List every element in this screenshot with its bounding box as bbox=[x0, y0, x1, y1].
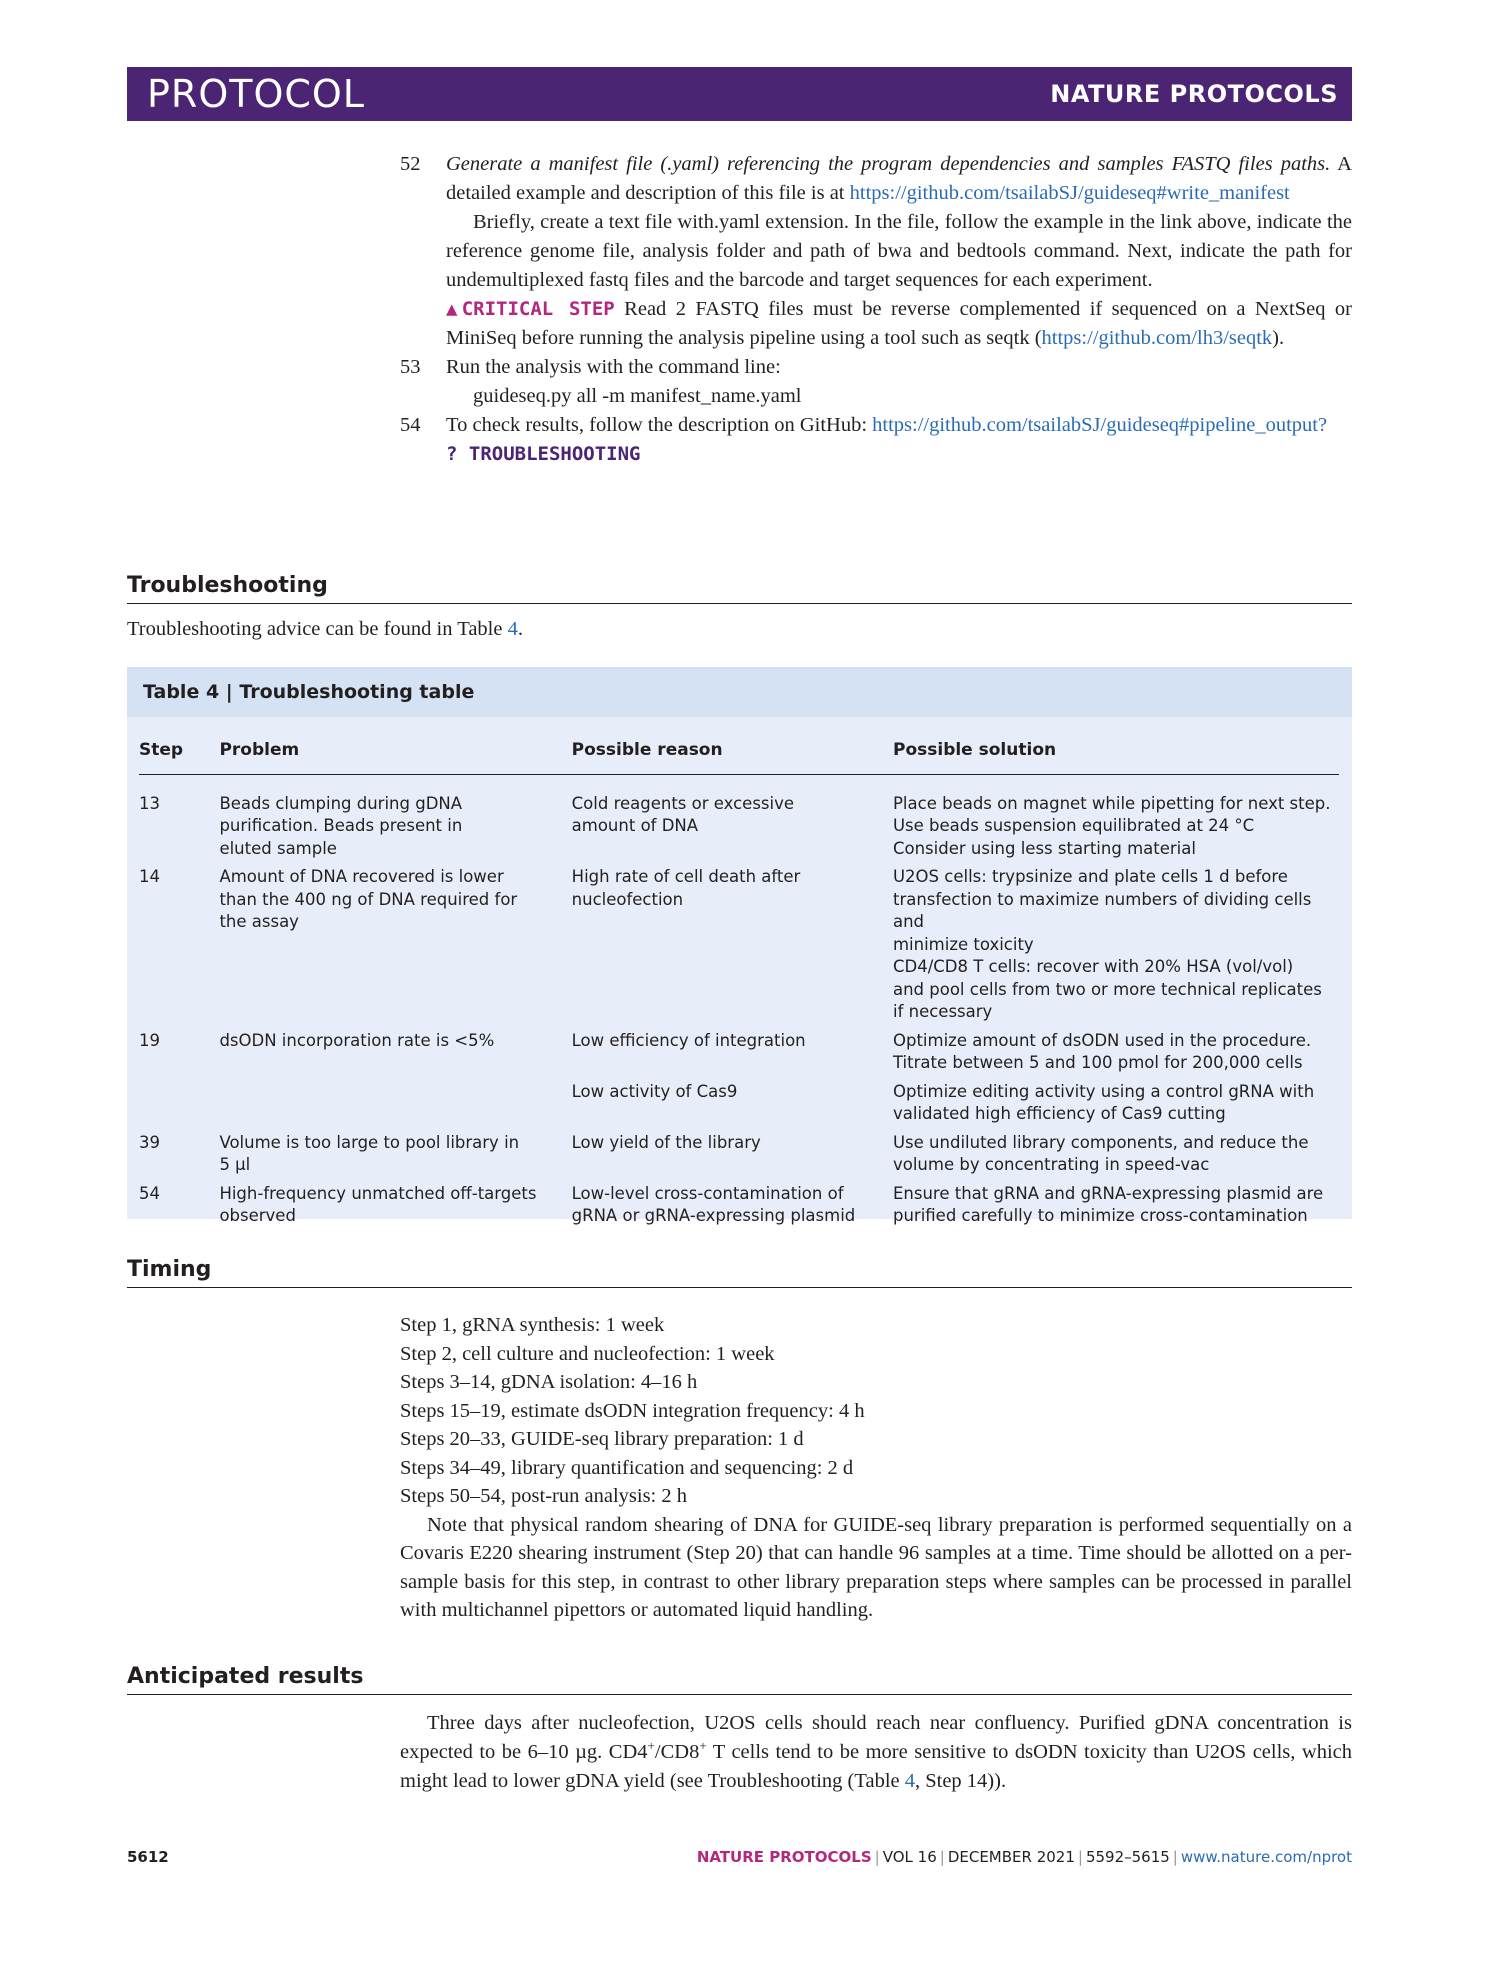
cell-reason bbox=[572, 1126, 893, 1177]
timing-item: Step 1, gRNA synthesis: 1 week bbox=[400, 1314, 665, 1336]
cell-problem-line: observed bbox=[219, 1206, 296, 1225]
cell-problem-line: dsODN incorporation rate is <5% bbox=[219, 1030, 495, 1050]
footer-separator: | bbox=[1077, 1848, 1083, 1866]
cell-problem-line: Amount of DNA recovered is lower bbox=[219, 867, 504, 886]
page-header bbox=[127, 67, 1352, 121]
cell-solution-line: Use beads suspension equilibrated at 24 °C bbox=[892, 816, 1255, 835]
cell-reason-line: High rate of cell death after bbox=[571, 867, 801, 886]
table-header-row bbox=[139, 723, 1339, 774]
cell-solution-line: volume by concentrating in speed-vac bbox=[892, 1155, 1210, 1174]
cell-solution-line: Ensure that gRNA and gRNA-expressing plasmid are bbox=[892, 1183, 1324, 1203]
critical-text: Read 2 FASTQ files must be reverse complemented if sequenced on a NextSeq or MiniSeq before running the analysis pipeline using a tool such as seqtk ( bbox=[446, 298, 1352, 349]
step-54-text bbox=[446, 411, 1352, 440]
cell-solution-line: and pool cells from two or more technical replicates bbox=[892, 979, 1322, 999]
step-number: 53 bbox=[400, 356, 421, 378]
anticipated-text-4: , Step 14)). bbox=[914, 1770, 1007, 1792]
timing-item: Steps 20–33, GUIDE-seq library preparation: 1 d bbox=[400, 1428, 804, 1450]
cell-solution-line: Place beads on magnet while pipetting for next step. bbox=[892, 793, 1331, 813]
cell-problem-line: Beads clumping during gDNA bbox=[219, 793, 463, 813]
header-problem: Problem bbox=[219, 723, 571, 774]
footer-separator: | bbox=[939, 1848, 945, 1866]
footer-journal: NATURE PROTOCOLS bbox=[696, 1848, 872, 1866]
table-4-link[interactable]: 4 bbox=[904, 1770, 915, 1792]
table-body bbox=[139, 774, 1339, 1228]
cell-solution bbox=[893, 860, 1339, 1024]
cell-solution-line: U2OS cells: trypsinize and plate cells 1 d before bbox=[892, 867, 1288, 886]
timing-item: Steps 15–19, estimate dsODN integration frequency: 4 h bbox=[400, 1399, 865, 1422]
cell-step: 13 bbox=[139, 793, 160, 813]
troubleshooting-intro bbox=[127, 615, 523, 644]
cell-solution-line: Use undiluted library components, and reduce the bbox=[892, 1132, 1309, 1152]
timing-item: Steps 50–54, post-run analysis: 2 h bbox=[400, 1485, 687, 1507]
table-title: Table 4 | Troubleshooting table bbox=[127, 667, 1352, 717]
cell-problem-line bbox=[219, 1081, 557, 1104]
intro-text: Troubleshooting advice can be found in Table bbox=[127, 618, 508, 640]
timing-item: Steps 3–14, gDNA isolation: 4–16 h bbox=[400, 1371, 698, 1393]
cell-solution-line: Consider using less starting material bbox=[892, 838, 1196, 858]
manifest-link[interactable]: https://github.com/tsailabSJ/guideseq#write_manifest bbox=[849, 182, 1290, 204]
cell-problem bbox=[219, 1126, 571, 1177]
anticipated-text-3: T cells tend to be more sensitive to dsODN toxicity than U2OS cells, which might lead to lower gDNA yield (see Troubleshooting (Table bbox=[400, 1741, 1352, 1792]
page-number: 5612 bbox=[127, 1848, 169, 1866]
footer-separator: | bbox=[1172, 1848, 1178, 1866]
cell-problem-line: eluted sample bbox=[219, 838, 337, 858]
footer-pages: 5592–5615 bbox=[1085, 1848, 1170, 1866]
step-text: Run the analysis with the command line: bbox=[446, 356, 781, 378]
anticipated-text-1: Three days after nucleofection, U2OS cells should reach near confluency. Purified gDNA concentration is expected to be 6–10 µg. CD4 bbox=[400, 1712, 1352, 1763]
cell-solution-line: minimize toxicity bbox=[892, 934, 1034, 954]
cell-solution bbox=[893, 1024, 1339, 1075]
cell-reason bbox=[572, 1024, 893, 1075]
cell-solution-line: CD4/CD8 T cells: recover with 20% HSA (vol/vol) bbox=[892, 957, 1294, 976]
procedure-steps bbox=[400, 150, 1352, 469]
cell-solution bbox=[893, 774, 1339, 860]
cell-solution-line: Optimize editing activity using a control gRNA with bbox=[892, 1081, 1315, 1101]
cell-reason bbox=[572, 774, 893, 860]
critical-step bbox=[446, 295, 1352, 353]
superscript-plus: + bbox=[699, 1738, 707, 1754]
table-row bbox=[139, 860, 1339, 1024]
step-text: To check results, follow the description on GitHub: bbox=[446, 414, 873, 436]
cell-reason-line: Low-level cross-contamination of bbox=[571, 1183, 844, 1203]
pipeline-output-link[interactable]: https://github.com/tsailabSJ/guideseq#pipeline_output? bbox=[872, 414, 1328, 436]
troubleshooting-heading: Troubleshooting bbox=[127, 572, 1352, 604]
header-step: Step bbox=[139, 723, 219, 774]
cell-problem-line: purification. Beads present in bbox=[219, 816, 463, 835]
protocol-label: PROTOCOL bbox=[147, 72, 365, 116]
step-54 bbox=[400, 411, 1352, 469]
cell-step: 19 bbox=[139, 1030, 160, 1050]
cell-problem bbox=[219, 1024, 571, 1075]
cell-solution bbox=[893, 1177, 1339, 1228]
cell-reason-line: Low activity of Cas9 bbox=[571, 1081, 738, 1101]
table-row bbox=[139, 1177, 1339, 1228]
cell-solution-line: purified carefully to minimize cross-contamination bbox=[892, 1206, 1308, 1225]
footer-url-link[interactable]: www.nature.com/nprot bbox=[1180, 1848, 1352, 1866]
cell-problem-line: than the 400 ng of DNA required for bbox=[219, 889, 518, 909]
step-53 bbox=[400, 353, 1352, 411]
cell-solution-line: Titrate between 5 and 100 pmol for 200,000 cells bbox=[892, 1053, 1303, 1072]
step-52-paragraph: Briefly, create a text file with.yaml extension. In the file, follow the example in the link above, indicate the reference genome file, analysis folder and path of bwa and bedtools command. Next, indicate the path for undemultiplexed fastq files and the barcode and target sequences for each experiment. bbox=[446, 211, 1352, 291]
timing-list bbox=[400, 1311, 1352, 1625]
step-title: Generate a manifest file (.yaml) referencing the program dependencies and samples FASTQ files paths. bbox=[446, 153, 1331, 175]
table-grid bbox=[139, 723, 1339, 1228]
table-row bbox=[139, 1024, 1339, 1075]
cell-problem-line: 5 µl bbox=[219, 1155, 251, 1174]
anticipated-results-heading: Anticipated results bbox=[127, 1663, 1352, 1695]
seqtk-link[interactable]: https://github.com/lh3/seqtk bbox=[1041, 327, 1273, 349]
cell-reason-line: gRNA or gRNA-expressing plasmid bbox=[571, 1206, 856, 1225]
timing-item: Steps 34–49, library quantification and sequencing: 2 d bbox=[400, 1456, 854, 1479]
step-52-text bbox=[446, 150, 1352, 208]
critical-step-label: ▲CRITICAL STEP bbox=[446, 298, 615, 320]
step-text: A detailed example and description of this file is at bbox=[446, 153, 1352, 204]
cell-problem bbox=[219, 1177, 571, 1228]
troubleshooting-table bbox=[127, 667, 1352, 1225]
cell-problem bbox=[219, 774, 571, 860]
cell-reason bbox=[572, 860, 893, 1024]
cell-reason-line: Low yield of the library bbox=[571, 1132, 761, 1152]
footer-separator: | bbox=[874, 1848, 880, 1866]
cell-solution-line: transfection to maximize numbers of dividing cells and bbox=[892, 889, 1312, 931]
header-reason: Possible reason bbox=[572, 723, 893, 774]
table-row bbox=[139, 1126, 1339, 1177]
cell-step: 54 bbox=[139, 1183, 160, 1203]
footer-volume: VOL 16 bbox=[882, 1848, 937, 1866]
cell-step: 14 bbox=[139, 867, 160, 886]
cell-reason-line: nucleofection bbox=[571, 889, 684, 909]
cell-problem bbox=[219, 860, 571, 1024]
superscript-plus: + bbox=[647, 1738, 655, 1754]
step-number: 52 bbox=[400, 153, 421, 175]
anticipated-text-2: /CD8 bbox=[654, 1741, 700, 1763]
cell-solution bbox=[893, 1075, 1339, 1126]
cell-solution bbox=[893, 1126, 1339, 1177]
command-line: guideseq.py all -m manifest_name.yaml bbox=[473, 385, 802, 407]
cell-reason-line: amount of DNA bbox=[571, 816, 699, 835]
cell-reason-line: Cold reagents or excessive bbox=[571, 793, 795, 813]
footer-citation bbox=[697, 1848, 1352, 1866]
anticipated-results-text bbox=[400, 1709, 1352, 1796]
cell-problem-line: Volume is too large to pool library in bbox=[219, 1132, 520, 1152]
cell-reason-line: Low efficiency of integration bbox=[571, 1030, 806, 1050]
cell-reason bbox=[572, 1177, 893, 1228]
intro-end: . bbox=[517, 618, 523, 640]
cell-step bbox=[139, 1075, 219, 1126]
table-row bbox=[139, 774, 1339, 860]
cell-reason bbox=[572, 1075, 893, 1126]
timing-item: Step 2, cell culture and nucleofection: 1 week bbox=[400, 1342, 775, 1365]
header-solution: Possible solution bbox=[893, 723, 1339, 774]
troubleshooting-marker: ? TROUBLESHOOTING bbox=[446, 443, 641, 465]
cell-solution-line: Optimize amount of dsODN used in the procedure. bbox=[892, 1030, 1312, 1050]
table-4-link[interactable]: 4 bbox=[507, 618, 518, 640]
cell-problem-line: the assay bbox=[219, 912, 299, 931]
cell-solution-line: if necessary bbox=[892, 1002, 993, 1021]
cell-problem-line: High-frequency unmatched off-targets bbox=[219, 1183, 537, 1203]
cell-step: 39 bbox=[139, 1132, 160, 1152]
critical-end: ). bbox=[1272, 327, 1285, 349]
footer-date: DECEMBER 2021 bbox=[947, 1848, 1075, 1866]
cell-problem bbox=[219, 1075, 571, 1126]
timing-heading: Timing bbox=[127, 1256, 1352, 1288]
cell-solution-line: validated high efficiency of Cas9 cutting bbox=[892, 1104, 1226, 1123]
step-number: 54 bbox=[400, 414, 421, 436]
step-52 bbox=[400, 150, 1352, 353]
journal-label: NATURE PROTOCOLS bbox=[1050, 80, 1338, 108]
timing-note: Note that physical random shearing of DNA for GUIDE-seq library preparation is performed sequentially on a Covaris E220 shearing instrument (Step 20) that can handle 96 samples at a time. Time should be allotted on a per-sample basis for this step, in contrast to other library preparation steps where samples can be processed in parallel with multichannel pipettors or automated liquid handling. bbox=[400, 1513, 1352, 1621]
table-row bbox=[139, 1075, 1339, 1126]
